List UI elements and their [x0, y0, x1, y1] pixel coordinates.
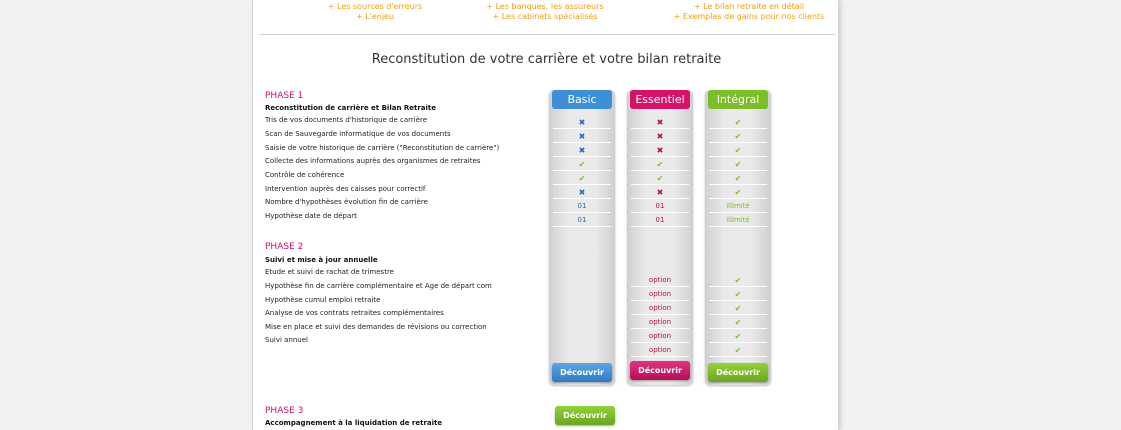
plan-column-essentiel: [627, 90, 693, 385]
phase-1-label: PHASE 1: [265, 91, 304, 101]
plan-header-integral: Intégral: [708, 90, 768, 109]
phase-1-subhead: Reconstitution de carrière et Bilan Retraite: [265, 104, 437, 112]
feature-row: Suivi annuel: [265, 336, 308, 344]
links-col-2: [475, 2, 615, 22]
check-icon: ✔: [553, 158, 611, 171]
feature-row: Tris de vos documents d'historique de carrière: [265, 116, 428, 124]
check-icon: ✔: [709, 186, 767, 199]
feature-row: Hypothèse cumul emploi retraite: [265, 296, 381, 304]
plan-column-integral: [705, 90, 771, 385]
cross-icon: ✖: [631, 116, 689, 129]
value-cell: 01: [553, 200, 611, 213]
plan-header-essentiel: Essentiel: [630, 90, 690, 109]
check-icon: ✔: [709, 172, 767, 185]
cross-icon: ✖: [553, 116, 611, 129]
feature-row: Scan de Sauvegarde informatique de vos documents: [265, 130, 451, 138]
feature-row: Hypothèse date de départ: [265, 212, 357, 220]
cross-icon: ✖: [553, 186, 611, 199]
option-cell: option: [631, 316, 689, 329]
link-enjeu[interactable]: + L'enjeu: [355, 12, 395, 21]
check-icon: ✔: [709, 316, 767, 329]
check-icon: ✔: [709, 288, 767, 301]
check-icon: ✔: [709, 330, 767, 343]
feature-row: Analyse de vos contrats retraites complémentaires: [265, 309, 444, 317]
feature-row: Collecte des informations auprès des organismes de retraites: [265, 157, 481, 165]
check-icon: ✔: [709, 274, 767, 287]
phase-3-subhead: Accompagnement à la liquidation de retraite: [265, 419, 443, 427]
value-cell: illimité: [709, 200, 767, 213]
check-icon: ✔: [553, 172, 611, 185]
link-banques-assureurs[interactable]: + Les banques, les assureurs: [486, 2, 604, 11]
cross-icon: ✖: [631, 130, 689, 143]
discover-button-essentiel[interactable]: Découvrir: [630, 361, 690, 380]
check-icon: ✔: [709, 302, 767, 315]
option-cell: option: [631, 330, 689, 343]
option-cell: option: [631, 288, 689, 301]
plan-header-basic: Basic: [552, 90, 612, 109]
cross-icon: ✖: [631, 186, 689, 199]
phase-2-subhead: Suivi et mise à jour annuelle: [265, 256, 378, 264]
feature-row: Contrôle de cohérence: [265, 171, 345, 179]
check-icon: ✔: [709, 130, 767, 143]
link-sources-erreurs[interactable]: + Les sources d'erreurs: [327, 2, 423, 11]
check-icon: ✔: [709, 344, 767, 357]
feature-row: Etude et suivi de rachat de trimestre: [265, 268, 394, 276]
phase-3-label: PHASE 3: [265, 406, 304, 416]
cross-icon: ✖: [631, 144, 689, 157]
plan-column-basic: [549, 90, 615, 385]
discover-button-integral[interactable]: Découvrir: [708, 363, 768, 382]
phase-2-label: PHASE 2: [265, 242, 304, 252]
check-icon: ✔: [709, 116, 767, 129]
value-cell: 01: [631, 214, 689, 227]
check-icon: ✔: [631, 158, 689, 171]
check-icon: ✔: [709, 158, 767, 171]
feature-row: Saisie de votre historique de carrière ("Reconstitution de carrière"): [265, 144, 500, 152]
discover-button-basic[interactable]: Découvrir: [552, 363, 612, 382]
link-cabinets-specialises[interactable]: + Les cabinets spécialisés: [492, 12, 598, 21]
option-cell: option: [631, 274, 689, 287]
link-bilan-detail[interactable]: + Le bilan retraite en détail: [693, 2, 805, 11]
feature-row: Nombre d'hypothèses évolution fin de carrière: [265, 198, 428, 206]
discover-button-phase-3[interactable]: Découvrir: [555, 406, 615, 425]
option-cell: option: [631, 344, 689, 357]
value-cell: 01: [631, 200, 689, 213]
option-cell: option: [631, 302, 689, 315]
page-content: [252, 0, 839, 430]
link-exemples-gains[interactable]: + Exemples de gains pour nos clients: [673, 12, 825, 21]
feature-row: Mise en place et suivi des demandes de révisions ou correction: [265, 323, 487, 331]
value-cell: 01: [553, 214, 611, 227]
cross-icon: ✖: [553, 144, 611, 157]
check-icon: ✔: [631, 172, 689, 185]
feature-row: Hypothèse fin de carrière complémentaire et Age de départ com: [265, 282, 492, 290]
cross-icon: ✖: [553, 130, 611, 143]
value-cell: illimité: [709, 214, 767, 227]
divider: [259, 34, 835, 35]
page-title: Reconstitution de votre carrière et votre bilan retraite: [371, 52, 722, 67]
links-col-3: [669, 2, 829, 22]
check-icon: ✔: [709, 144, 767, 157]
feature-row: Intervention auprès des caisses pour correctif: [265, 185, 426, 193]
links-col-1: [305, 2, 445, 22]
